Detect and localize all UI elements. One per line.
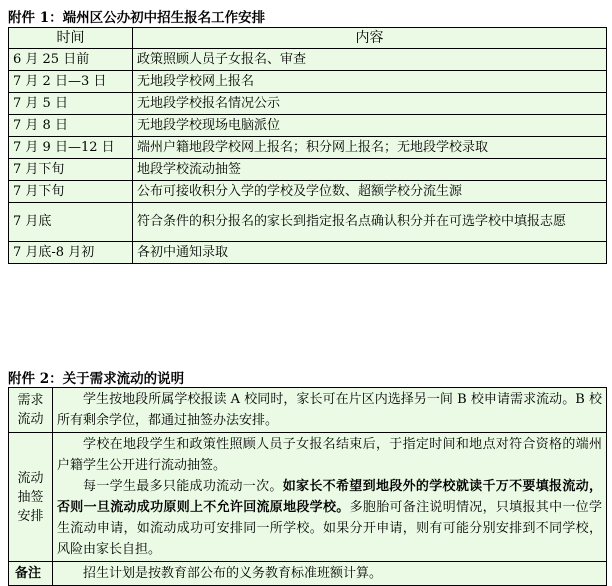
table-header-row: [9, 28, 607, 49]
column-header-content: 内容: [133, 28, 607, 49]
paragraph: 招生计划是按教育部公布的义务教育标准班额计算。: [83, 566, 383, 581]
schedule-time: 7 月 8 日: [9, 115, 133, 137]
paragraph: 学生按地段所属学校报读 A 校同时，家长可在片区内选择另一间 B 校申请需求流动。B 校所有剩余学位，都通过抽签办法安排。: [57, 392, 602, 428]
table-row: [9, 115, 607, 137]
annex2-title: 附件 2：关于需求流动的说明: [8, 371, 185, 387]
row-label-line: 需求: [17, 393, 44, 408]
row-label-line: 安排: [17, 508, 44, 524]
schedule-content: 符合条件的积分报名的家长到指定报名点确认积分并在可选学校中填报志愿: [133, 203, 607, 242]
table-row: [9, 433, 607, 562]
enrollment-schedule-table: [8, 27, 607, 264]
table-row: [9, 49, 607, 71]
row-label-line: 流动: [17, 470, 44, 486]
table-row: [9, 93, 607, 115]
table-row: [9, 562, 607, 586]
schedule-content: 各初中通知录取: [133, 242, 607, 264]
schedule-content: 无地段学校网上报名: [133, 71, 607, 93]
warning-text: 如家长不希望到地段外的学校就读千万不要填报流动，否则一旦流动成功原则上不允许回流原地段学校。: [57, 479, 602, 515]
row-text: [53, 388, 607, 433]
schedule-time: 7 月 9 日—12 日: [9, 137, 133, 159]
row-label: [9, 388, 53, 433]
table-row: [9, 242, 607, 264]
row-label-line: 抽签: [17, 489, 44, 505]
row-label: [9, 433, 53, 562]
annex1-title: 附件 1：端州区公办初中招生报名工作安排: [8, 10, 266, 26]
table-row: [9, 388, 607, 433]
plain-text: 多胞胎可备注说明情况，只填报其中一位学生流动申请，如流动成功可安排同一所学校。如果分开申请，则有可能分别安排到不同学校，风险由家长自担。: [57, 500, 602, 557]
row-text: [53, 433, 607, 562]
plain-text: 每一学生最多只能成功流动一次。: [83, 479, 283, 494]
schedule-time: 7 月底-8 月初: [9, 242, 133, 264]
table-row: [9, 71, 607, 93]
schedule-time: 7 月 2 日—3 日: [9, 71, 133, 93]
schedule-time: 7 月 5 日: [9, 93, 133, 115]
schedule-content: 端州户籍地段学校网上报名；积分网上报名；无地段学校录取: [133, 137, 607, 159]
schedule-content: 无地段学校报名情况公示: [133, 93, 607, 115]
table-row: [9, 181, 607, 203]
table-row: [9, 159, 607, 181]
row-label-line: 流动: [17, 412, 44, 427]
column-header-time: 时间: [9, 28, 133, 49]
schedule-content: 地段学校流动抽签: [133, 159, 607, 181]
schedule-time: 7 月底: [9, 203, 133, 242]
demand-mobility-table: [8, 387, 607, 586]
schedule-content: 公布可接收积分入学的学校及学位数、超额学校分流生源: [133, 181, 607, 203]
row-label: 备注: [9, 562, 53, 586]
paragraph: [57, 476, 602, 560]
schedule-content: 无地段学校现场电脑派位: [133, 115, 607, 137]
schedule-time: 7 月下旬: [9, 159, 133, 181]
schedule-time: 7 月下旬: [9, 181, 133, 203]
table-row: [9, 203, 607, 242]
schedule-time: 6 月 25 日前: [9, 49, 133, 71]
row-text: [53, 562, 607, 586]
schedule-content: 政策照顾人员子女报名、审查: [133, 49, 607, 71]
table-row: [9, 137, 607, 159]
paragraph: 学校在地段学生和政策性照顾人员子女报名结束后，于指定时间和地点对符合资格的端州户籍学生公开进行流动抽签。: [57, 437, 602, 473]
